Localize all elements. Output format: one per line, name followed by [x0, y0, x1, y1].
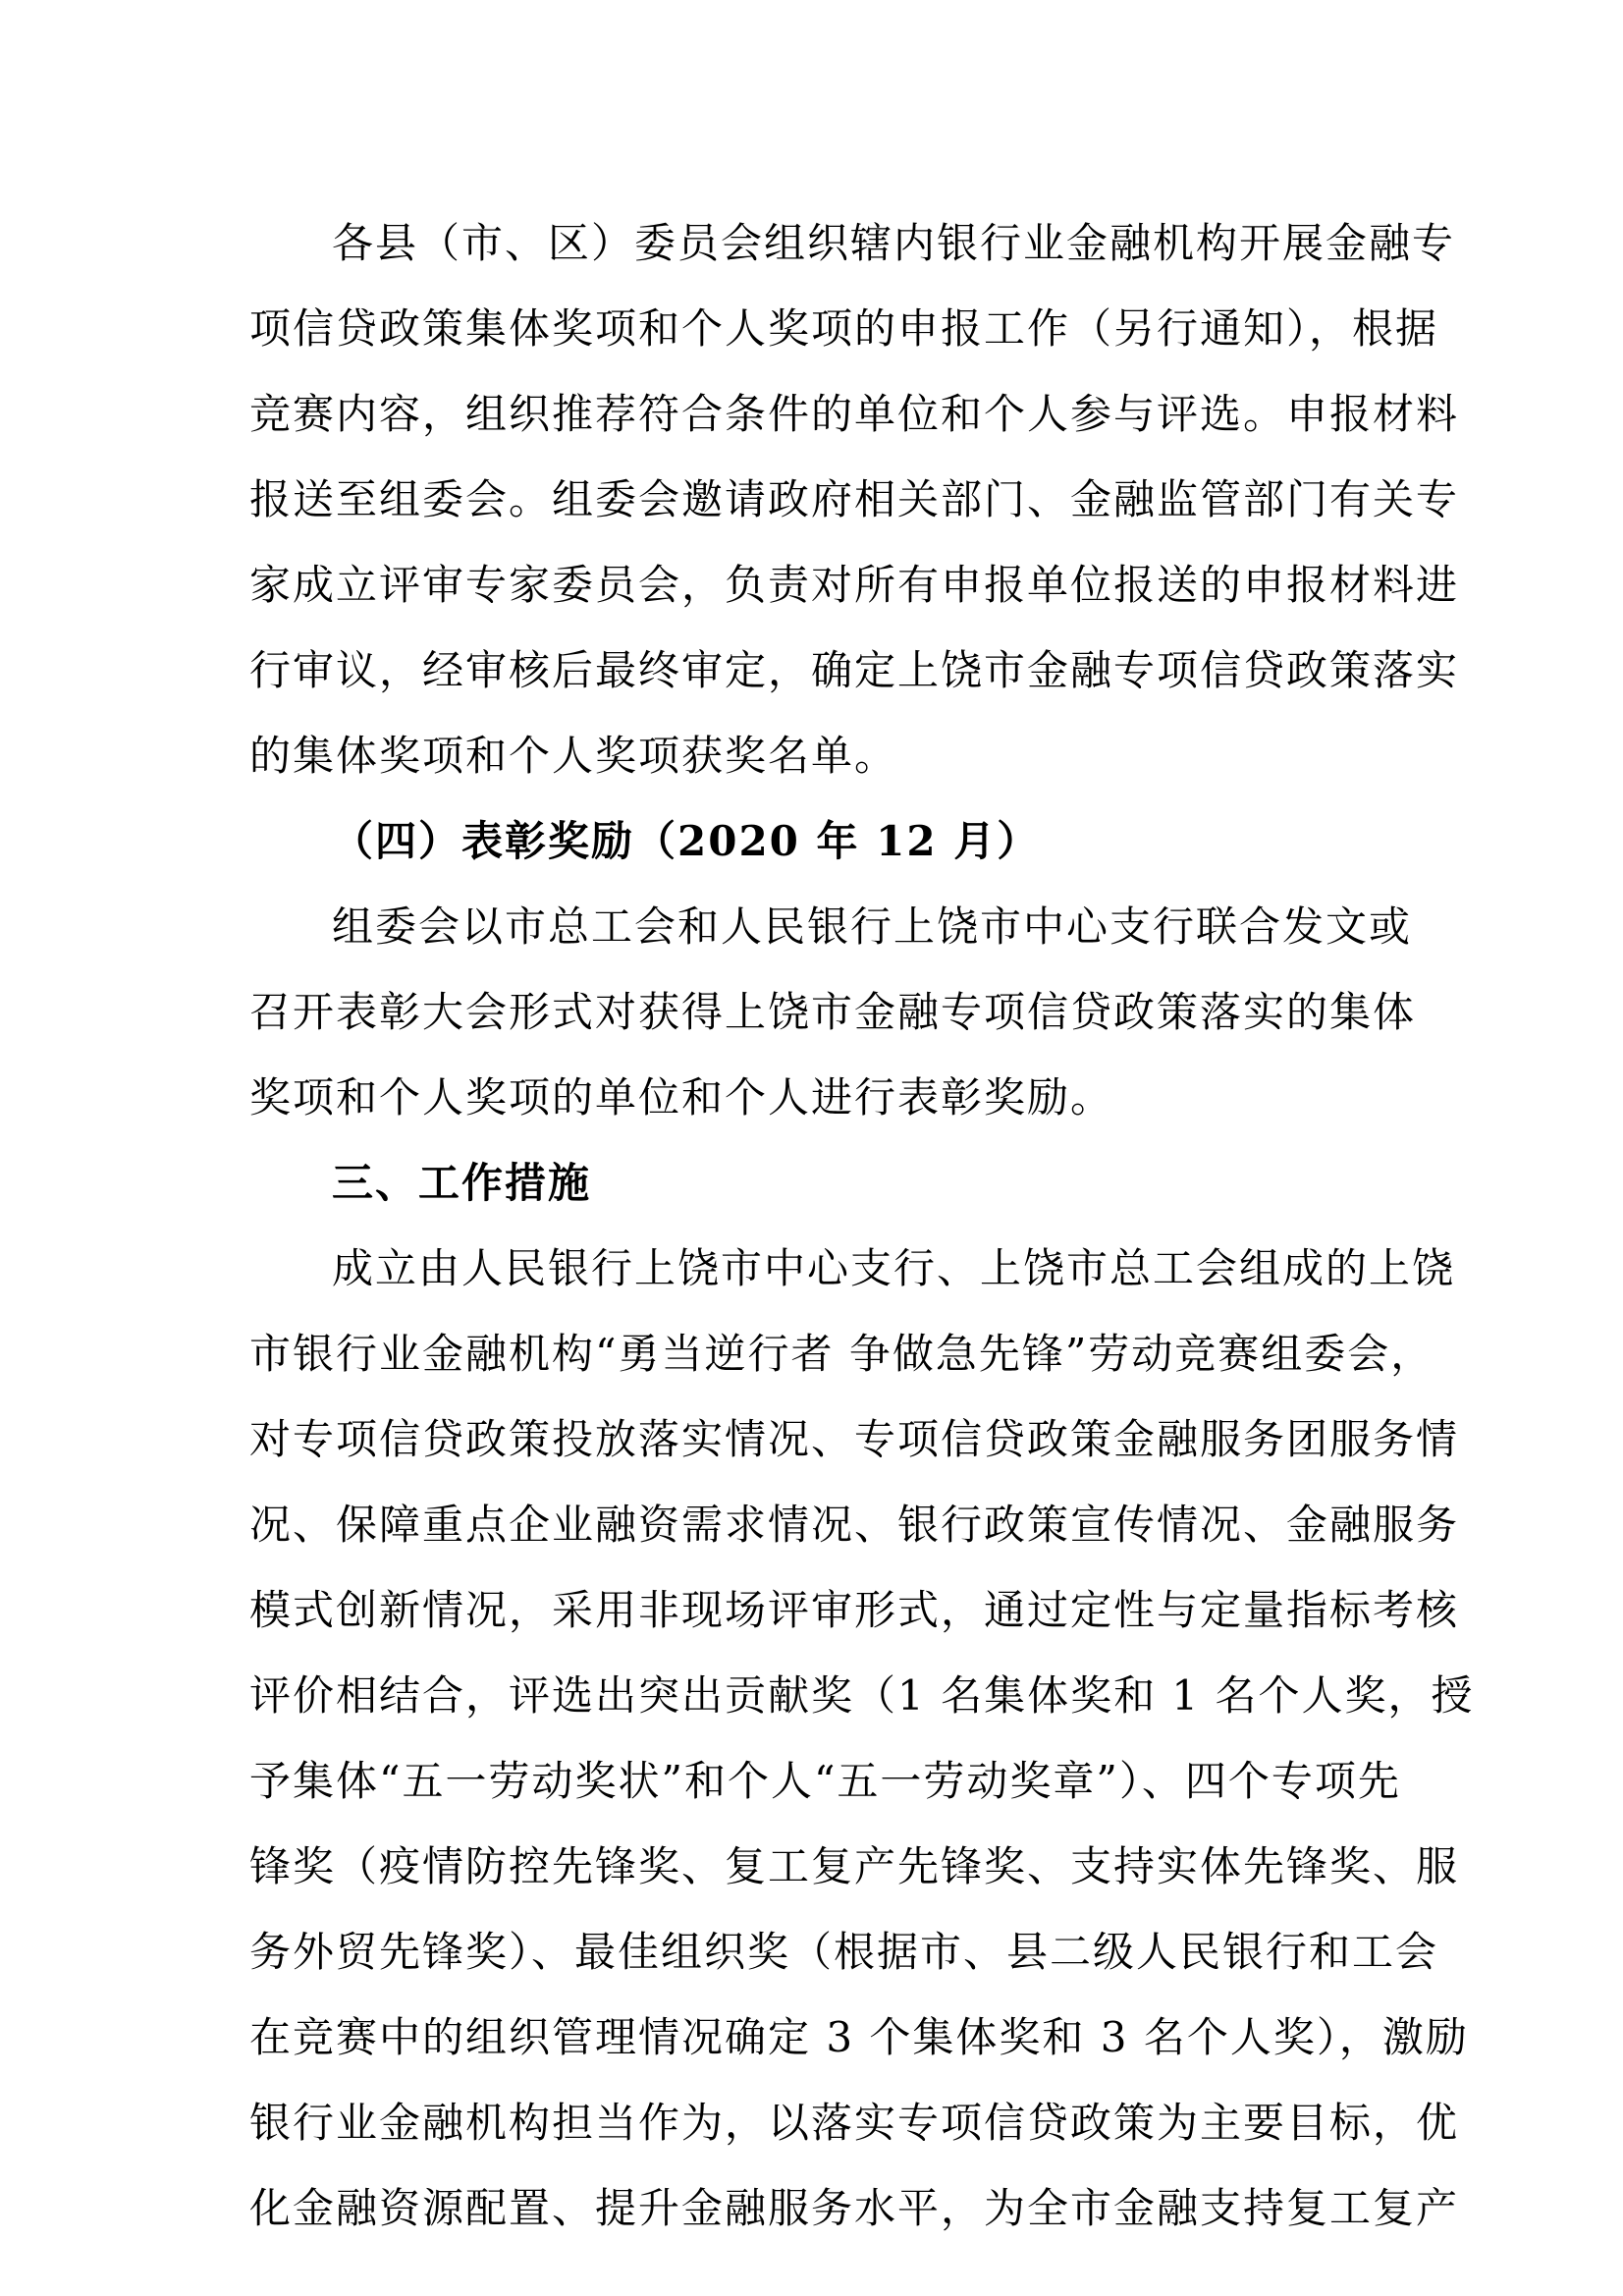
paragraph-line: 在竞赛中的组织管理情况确定 3 个集体奖和 3 名个人奖），激励 [249, 2013, 1469, 2061]
paragraph-line: 召开表彰大会形式对获得上饶市金融专项信贷政策落实的集体 [249, 988, 1417, 1036]
paragraph-line: 银行业金融机构担当作为，以落实专项信贷政策为主要目标，优 [249, 2099, 1460, 2147]
paragraph-line: 竞赛内容，组织推荐符合条件的单位和个人参与评选。申报材料 [249, 390, 1460, 438]
paragraph-line: 化金融资源配置、提升金融服务水平，为全市金融支持复工复产 [249, 2184, 1460, 2232]
paragraph-line: 成立由人民银行上饶市中心支行、上饶市总工会组成的上饶 [332, 1244, 1456, 1292]
paragraph-line: 予集体“五一劳动奖状”和个人“五一劳动奖章”）、四个专项先 [249, 1757, 1401, 1805]
paragraph-line: 市银行业金融机构“勇当逆行者 争做急先锋”劳动竞赛组委会， [249, 1330, 1434, 1378]
paragraph-line: 奖项和个人奖项的单位和个人进行表彰奖励。 [249, 1073, 1114, 1121]
paragraph-line: 评价相结合，评选出突出贡献奖（1 名集体奖和 1 名个人奖，授 [249, 1671, 1475, 1720]
paragraph-line: 家成立评审专家委员会，负责对所有申报单位报送的申报材料进 [249, 561, 1460, 609]
paragraph-line: 的集体奖项和个人奖项获奖名单。 [249, 732, 898, 780]
paragraph-line: 况、保障重点企业融资需求情况、银行政策宣传情况、金融服务 [249, 1501, 1460, 1549]
paragraph-line: 各县（市、区）委员会组织辖内银行业金融机构开展金融专 [332, 219, 1456, 267]
paragraph-line: 报送至组委会。组委会邀请政府相关部门、金融监管部门有关专 [249, 475, 1460, 523]
paragraph-line: 对专项信贷政策投放落实情况、专项信贷政策金融服务团服务情 [249, 1415, 1460, 1463]
paragraph-line: 模式创新情况，采用非现场评审形式，通过定性与定量指标考核 [249, 1586, 1460, 1634]
paragraph-line: 行审议，经审核后最终审定，确定上饶市金融专项信贷政策落实 [249, 646, 1460, 694]
paragraph-line: 务外贸先锋奖）、最佳组织奖（根据市、县二级人民银行和工会 [249, 1928, 1439, 1976]
section-subheading: （四）表彰奖励（2020 年 12 月） [332, 817, 1041, 865]
paragraph-line: 项信贷政策集体奖项和个人奖项的申报工作（另行通知），根据 [249, 304, 1439, 353]
paragraph-line: 锋奖（疫情防控先锋奖、复工复产先锋奖、支持实体先锋奖、服 [249, 1842, 1460, 1890]
paragraph-line: 组委会以市总工会和人民银行上饶市中心支行联合发文或 [332, 902, 1413, 951]
section-heading: 三、工作措施 [332, 1159, 592, 1207]
